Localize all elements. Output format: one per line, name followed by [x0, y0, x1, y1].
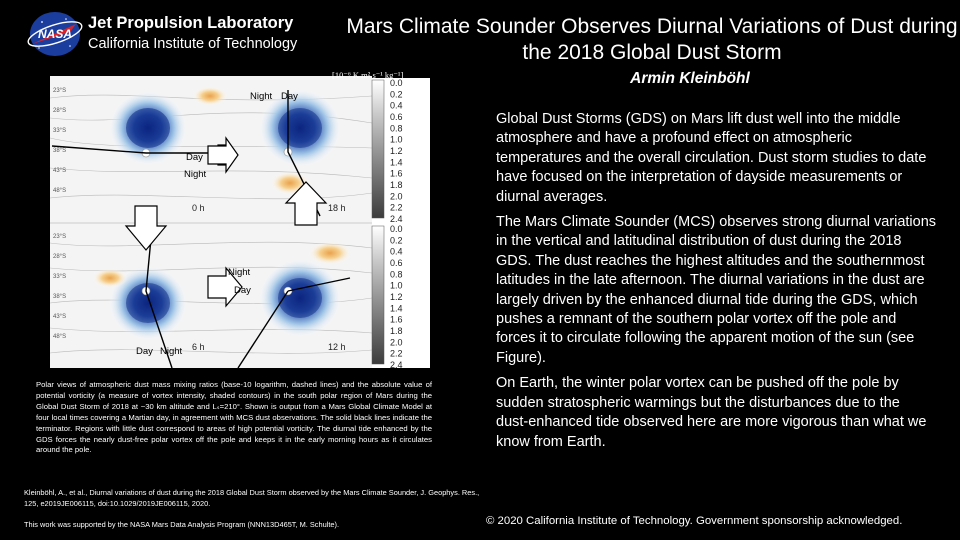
latitude-label: 43°S	[53, 314, 67, 320]
latitude-label: 38°S	[53, 294, 67, 300]
colorbar-tick-label: 0.2	[390, 89, 403, 100]
colorbar-tick-label: 0.8	[390, 269, 403, 280]
label-night-arrow-top: Night	[184, 169, 207, 180]
colorbar-tick-label: 0.0	[390, 224, 403, 234]
latitude-label: 38°S	[53, 148, 67, 154]
colorbar-tick-label: 1.2	[390, 146, 403, 156]
panel-time-bottom-left: 6 h	[192, 342, 205, 352]
colorbar-tick-label: 0.4	[390, 246, 403, 257]
latitude-label: 23°S	[53, 234, 67, 240]
colorbar-tick-label: 1.6	[390, 168, 403, 179]
label-day-top: Day	[281, 91, 298, 102]
colorbar-tick-label: 1.6	[390, 314, 403, 325]
panel-time-top-left: 0 h	[192, 203, 205, 213]
latitude-label: 33°S	[53, 128, 67, 134]
reference: Kleinböhl, A., et al., Diurnal variations of dust during the 2018 Global Dust Storm observed by the Mars Climate Sounder, J. Geophys. Res., 125, e2019JE006115, doi:10.1029/2019JE006115, 2020.	[24, 488, 480, 508]
nasa-logo-text: NASA	[37, 27, 73, 41]
lab-name: Jet Propulsion Laboratory	[88, 14, 294, 32]
label-day-arrow-top: Day	[186, 152, 203, 163]
latitude-label: 43°S	[53, 168, 67, 174]
funding-note: This work was supported by the NASA Mars Data Analysis Program (NNN13D465T, M. Schulte).	[24, 520, 340, 529]
panel-time-top-right: 18 h	[328, 203, 346, 213]
colorbar-tick-label: 1.8	[390, 326, 403, 336]
colorbar-tick-label: 1.2	[390, 292, 403, 302]
label-day-arrow-bottom: Day	[234, 285, 251, 296]
lab-subtitle: California Institute of Technology	[88, 36, 298, 52]
page-title: Mars Climate Sounder Observes Diurnal Variations of Dust during the 2018 Global Dust Storm	[346, 15, 958, 64]
colorbar-tick-label: 2.4	[390, 360, 403, 370]
label-night-arrow-bottom: Night	[228, 267, 251, 278]
colorbar-units: [10⁻⁶ K m² s⁻¹ kg⁻¹]	[332, 70, 404, 80]
colorbar-tick-label: 0.6	[390, 112, 403, 122]
colorbar-tick-label: 1.0	[390, 280, 403, 291]
colorbar-bottom	[372, 226, 384, 364]
latitude-label: 48°S	[53, 188, 67, 194]
colorbar-tick-label: 2.2	[390, 348, 403, 359]
body-paragraph-2: The Mars Climate Sounder (MCS) observes strong diurnal variations in the vertical and latitudinal distribution of dust during the 2018 GDS. The dust reaches the highest altitudes and the southernmost latitudes in the late afternoon. The diurnal variations in the dust are largely driven by the enhanced diurnal tide during the GDS, which pushes a remnant of the southern polar vortex off the pole and forces it to circulate following the apparent motion of the sun (see Figure).	[496, 214, 937, 366]
label-night-top: Night	[250, 91, 273, 102]
copyright: © 2020 California Institute of Technology. Government sponsorship acknowledged.	[486, 515, 903, 527]
colorbar-tick-label: 2.2	[390, 202, 403, 213]
polar-vortex-figure	[50, 68, 430, 370]
body-paragraph-3: On Earth, the winter polar vortex can be pushed off the pole by sudden stratospheric warmings but the disturbances due to the dust-enhanced tide observed here are more vigorous than what we know from Earth.	[496, 375, 927, 450]
colorbar-tick-label: 1.4	[390, 303, 403, 314]
latitude-label: 28°S	[53, 108, 67, 114]
body-paragraph-1: Global Dust Storms (GDS) on Mars lift dust well into the middle atmosphere and have a profound effect on atmospheric temperatures and the overall circulation. Dust storm studies to date have focused on the interpretation of dayside measurements or diurnal averages.	[496, 111, 927, 205]
colorbar-tick-label: 1.8	[390, 180, 403, 190]
colorbar-tick-label: 1.0	[390, 134, 403, 145]
latitude-label: 33°S	[53, 274, 67, 280]
colorbar-tick-label: 2.0	[390, 337, 403, 348]
colorbar-top	[372, 80, 384, 218]
colorbar-tick-label: 0.6	[390, 258, 403, 268]
body-text	[496, 110, 936, 458]
latitude-label: 28°S	[53, 254, 67, 260]
figure-caption: Polar views of atmospheric dust mass mixing ratios (base-10 logarithm, dashed lines) and the absolute value of potential vorticity (a measure of vortex intensity, shaded contours) in the south polar region of Mars during the Global Dust Storm of 2018 at ~30 km altitude and Lₛ=210°. Shown is output from a Mars Global Climate Model at four local times covering a Martian day, in agreement with MCS dust observations. The solid black lines indicate the terminator. Regions with little dust correspond to areas of high potential vorticity. The diurnal tide enhanced by the GDS forces the nearly dust-free polar vortex off the pole and keeps it in the early morning hours as it circulates around the pole.	[36, 380, 432, 455]
colorbar-tick-label: 0.8	[390, 123, 403, 134]
nasa-logo	[26, 10, 84, 58]
panel-time-bottom-right: 12 h	[328, 342, 346, 352]
colorbar-tick-label: 1.4	[390, 157, 403, 168]
colorbar-tick-label: 0.0	[390, 78, 403, 88]
latitude-label: 48°S	[53, 334, 67, 340]
author: Armin Kleinböhl	[630, 70, 750, 87]
colorbar-tick-label: 2.0	[390, 191, 403, 202]
colorbar-tick-label: 0.4	[390, 100, 403, 111]
label-night-bottom: Night	[160, 346, 183, 357]
colorbar-tick-label: 2.4	[390, 214, 403, 224]
colorbar-tick-label: 0.2	[390, 235, 403, 246]
latitude-label: 23°S	[53, 88, 67, 94]
label-day-bottom: Day	[136, 346, 153, 357]
